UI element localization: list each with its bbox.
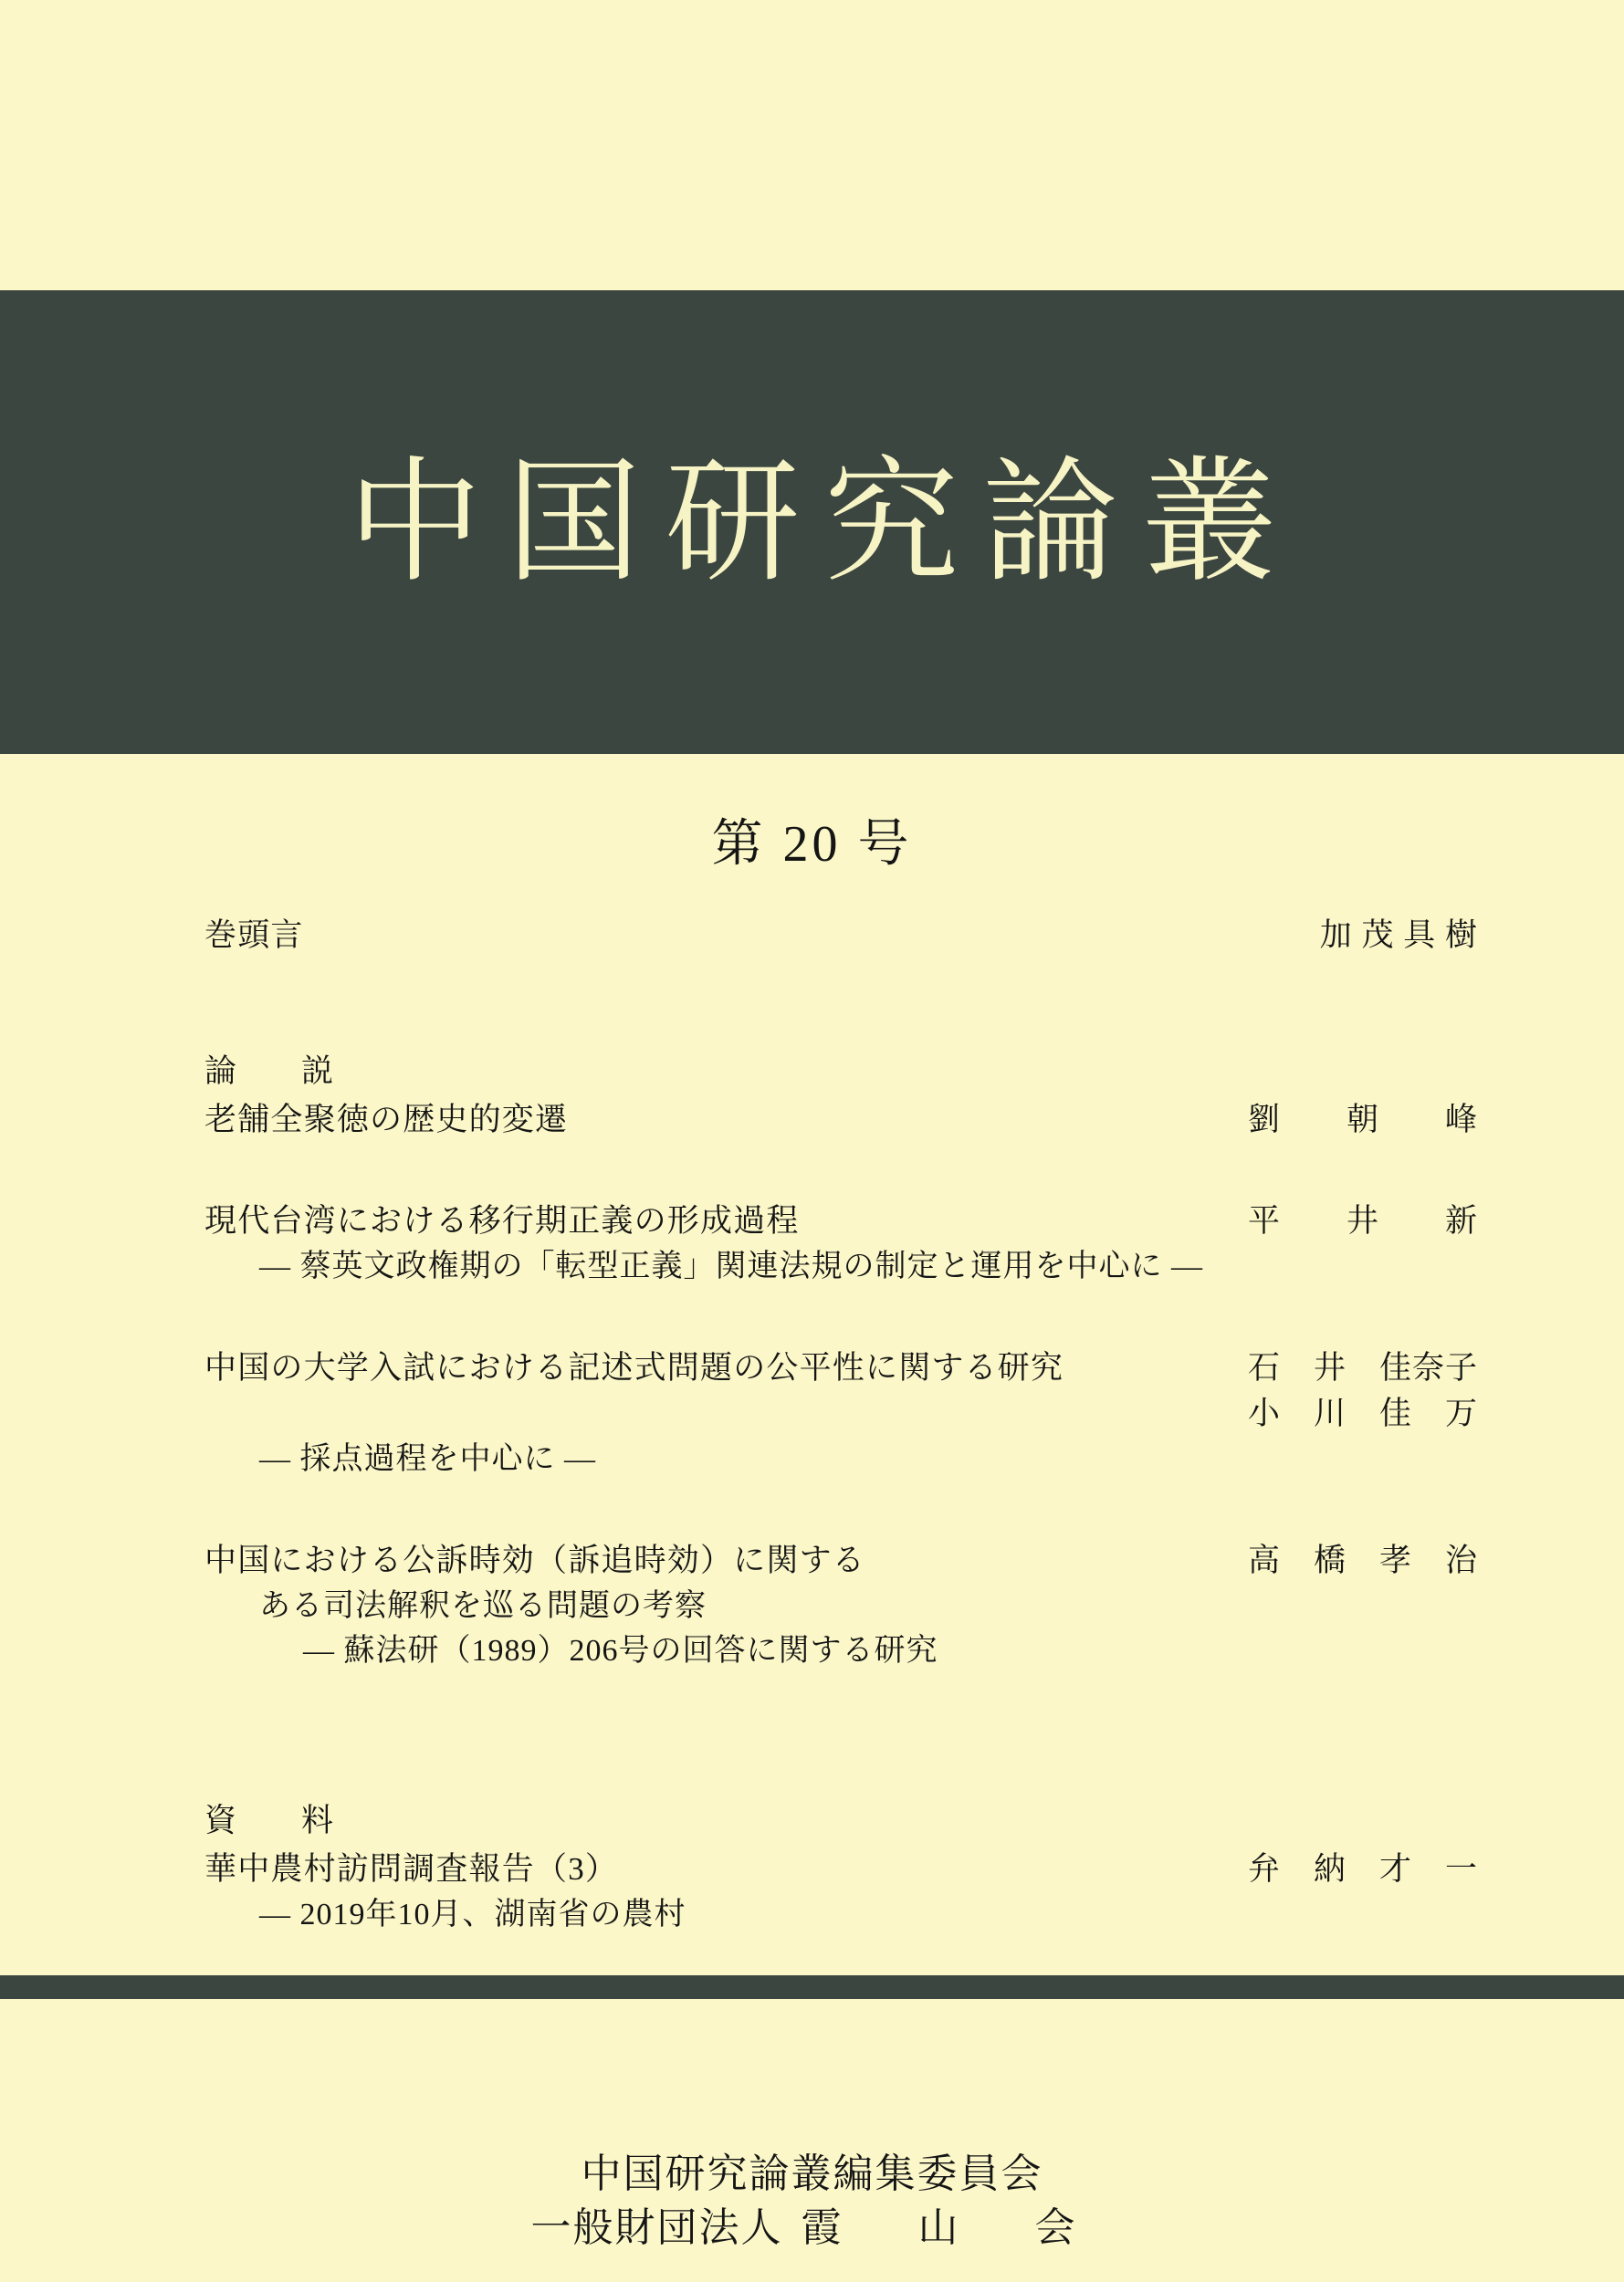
author-name: 弁 納 才 一 xyxy=(1247,1851,1478,1888)
entry-title: 中国における公訴時効（訴追時効）に関する xyxy=(204,1543,866,1579)
spacer xyxy=(204,1485,1478,1538)
entry-subtitle: ― 2019年10月、湖南省の農村 xyxy=(259,1898,686,1931)
title-band xyxy=(0,290,1624,754)
section-label-materials: 資 料 xyxy=(204,1803,351,1839)
spacer xyxy=(204,1677,1478,1795)
publisher-organization xyxy=(0,2201,1624,2255)
toc-entry-article-4 xyxy=(204,1538,1478,1673)
author-name: 加 茂 具 樹 xyxy=(1319,917,1478,953)
entry-subtitle: ― 蔡英文政権期の「転型正義」関連法規の制定と運用を中心に ― xyxy=(259,1250,1203,1284)
entry-subtitle: ある司法解釈を巡る問題の考察 xyxy=(259,1588,707,1623)
toc-entry-article-2 xyxy=(204,1199,1478,1289)
entry-title: 中国の大学入試における記述式問題の公平性に関する研究 xyxy=(204,1350,1064,1387)
toc-entry-material-1 xyxy=(204,1847,1478,1937)
entry-authors xyxy=(1222,1345,1478,1436)
toc-entry-foreword xyxy=(204,913,1478,958)
issue-number: 第 20 号 xyxy=(711,816,913,873)
entry-authors xyxy=(1222,913,1478,958)
spacer xyxy=(204,962,1478,1046)
publisher-block xyxy=(0,2147,1624,2256)
author-name: 高 橋 孝 治 xyxy=(1247,1543,1478,1579)
section-label-articles: 論 説 xyxy=(204,1052,351,1089)
toc-entry-article-1 xyxy=(204,1097,1478,1143)
entry-title: 巻頭言 xyxy=(204,917,304,953)
entry-authors xyxy=(1222,1538,1478,1584)
table-of-contents xyxy=(204,913,1478,1941)
publisher-org-name: 霞 山 会 xyxy=(801,2205,1094,2251)
entry-authors xyxy=(1222,1097,1478,1143)
journal-title: 中国研究論叢 xyxy=(347,444,1301,601)
author-name: 小 川 佳 万 xyxy=(1247,1396,1478,1432)
entry-subtitle: ― 採点過程を中心に ― xyxy=(259,1441,596,1476)
bottom-divider xyxy=(0,1975,1624,1999)
toc-entry-article-3 xyxy=(204,1345,1478,1481)
entry-subtitle-2: ― 蘇法研（1989）206号の回答に関する研究 xyxy=(303,1634,938,1669)
entry-title: 老舗全聚徳の歴史的変遷 xyxy=(204,1101,569,1137)
author-name: 平 井 新 xyxy=(1247,1203,1478,1240)
entry-title: 現代台湾における移行期正義の形成過程 xyxy=(204,1203,800,1240)
author-name: 劉 朝 峰 xyxy=(1247,1101,1478,1137)
spacer xyxy=(204,1146,1478,1199)
spacer xyxy=(204,1293,1478,1345)
publisher-committee: 中国研究論叢編集委員会 xyxy=(581,2151,1043,2196)
entry-authors xyxy=(1222,1847,1478,1892)
publisher-org-prefix: 一般財団法人 xyxy=(530,2205,783,2251)
entry-authors xyxy=(1222,1199,1478,1244)
author-name: 石 井 佳奈子 xyxy=(1247,1350,1478,1387)
entry-title: 華中農村訪問調査報告（3） xyxy=(204,1851,619,1888)
